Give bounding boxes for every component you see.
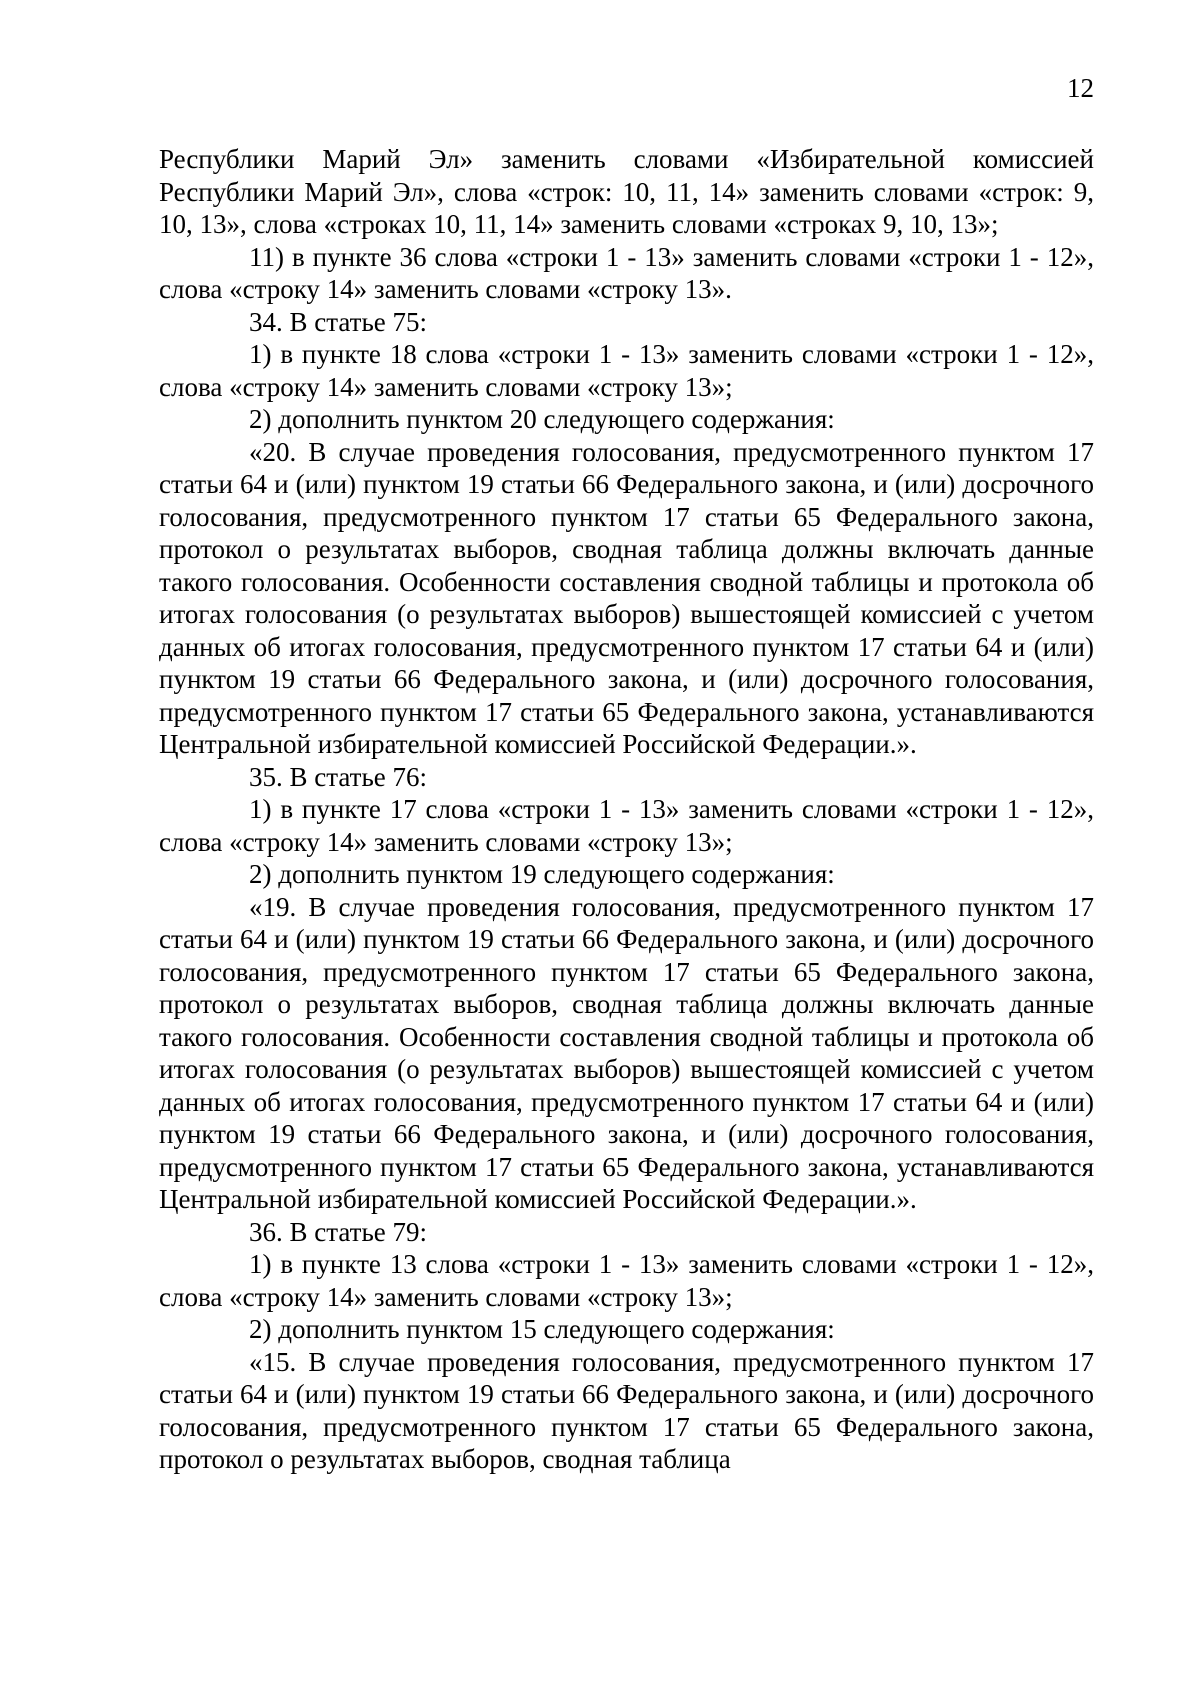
- article-heading-76: 35. В статье 76:: [249, 761, 428, 792]
- paragraph-10: «19. В случае проведения голосования, предусмотренного пунктом 17 статьи 64 и (или) пунктом 19 статьи 66 Федерального закона, и (или) досрочного голосования, предусмотренного пунктом 17 статьи 65 Федерального закона, протокол о результатах выборов, сводная таблица должны включать данные такого голосования. Особенности составления сводной таблицы и протокола об итогах голосования (о результатах выборов) вышестоящей комиссией с учетом данных об итогах голосования, предусмотренного пунктом 17 статьи 64 и (или) пунктом 19 статьи 66 Федерального закона, и (или) досрочного голосования, предусмотренного пунктом 17 статьи 65 Федерального закона, устанавливаются Центральной избирательной комиссией Российской Федерации.».: [159, 891, 1094, 1214]
- paragraph-5: 2) дополнить пунктом 20 следующего содержания:: [249, 404, 835, 434]
- paragraph-14: «15. В случае проведения голосования, предусмотренного пунктом 17 статьи 64 и (или) пунктом 19 статьи 66 Федерального закона, и (или) досрочного голосования, предусмотренного пунктом 17 статьи 65 Федерального закона, протокол о результатах выборов, сводная таблица: [159, 1346, 1094, 1474]
- article-heading-79: 36. В статье 79:: [249, 1216, 428, 1247]
- paragraph-13: 2) дополнить пунктом 15 следующего содержания:: [249, 1314, 835, 1344]
- paragraph-6: «20. В случае проведения голосования, предусмотренного пунктом 17 статьи 64 и (или) пунктом 19 статьи 66 Федерального закона, и (или) досрочного голосования, предусмотренного пунктом 17 статьи 65 Федерального закона, протокол о результатах выборов, сводная таблица должны включать данные такого голосования. Особенности составления сводной таблицы и протокола об итогах голосования (о результатах выборов) вышестоящей комиссией с учетом данных об итогах голосования, предусмотренного пунктом 17 статьи 64 и (или) пунктом 19 статьи 66 Федерального закона, и (или) досрочного голосования, предусмотренного пунктом 17 статьи 65 Федерального закона, устанавливаются Центральной избирательной комиссией Российской Федерации.».: [159, 436, 1094, 759]
- article-heading-75: 34. В статье 75:: [249, 306, 428, 337]
- paragraph-4: 1) в пункте 18 слова «строки 1 - 13» заменить словами «строки 1 - 12», слова «строку 14» заменить словами «строку 13»;: [159, 339, 1094, 402]
- page-number: 12: [1067, 73, 1094, 103]
- paragraph-1: Республики Марий Эл» заменить словами «Избирательной комиссией Республики Марий Эл», слова «строк: 10, 11, 14» заменить словами «строк: 9, 10, 13», слова «строках 10, 11, 14» заменить словами «строках 9, 10, 13»;: [159, 144, 1094, 239]
- paragraph-9: 2) дополнить пунктом 19 следующего содержания:: [249, 859, 835, 889]
- paragraph-8: 1) в пункте 17 слова «строки 1 - 13» заменить словами «строки 1 - 12», слова «строку 14» заменить словами «строку 13»;: [159, 794, 1094, 857]
- paragraph-2: 11) в пункте 36 слова «строки 1 - 13» заменить словами «строки 1 - 12», слова «строку 14» заменить словами «строку 13».: [159, 241, 1094, 304]
- paragraph-12: 1) в пункте 13 слова «строки 1 - 13» заменить словами «строки 1 - 12», слова «строку 14» заменить словами «строку 13»;: [159, 1249, 1094, 1312]
- document-body: [159, 143, 1094, 1476]
